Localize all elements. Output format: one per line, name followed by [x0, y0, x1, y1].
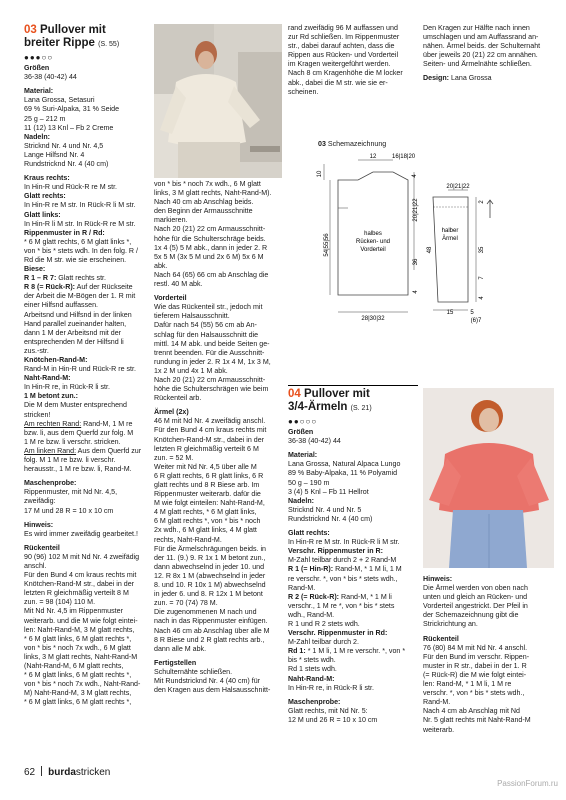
dim-10: 10 [317, 170, 323, 178]
dim-5: 5 [470, 310, 474, 316]
photo-model-red-sweater [423, 388, 554, 568]
knit-direction-arrow [487, 200, 493, 218]
schema-heading: 03 Schemazeichnung [318, 140, 387, 148]
sleeve-outline [433, 197, 468, 302]
column-5: Hinweis: Die Ärmel werden von oben nach unten und gleich an Rücken- und Vorderteil angestrickt. Der Pfeil in der Schemazeichnung gibt die Strickrichtung an. Rückenteil 76 (80) 84 M mit Nd Nr. 4 anschl. Für den Bund im verschr. Rippen- muster in R str., dabei in der 1. R (= Rück-R) die M wie folgt eintei- len: Rand-M, * 1 M li, 1 M re verschr. *, von * bis * stets wdh., Rand-M. Nach 4 cm ab Anschlag mit Nd Nr. 5 glatt rechts mit Naht-Rand-M weiterarb. [423, 575, 531, 734]
dim-16: 16|18|20 [392, 154, 416, 160]
divider [288, 385, 418, 386]
dim-36: 36 [413, 258, 419, 266]
dim-28: 28|30|32 [361, 316, 385, 322]
body-label-2: Rücken- und [355, 239, 391, 245]
column-2: von * bis * noch 7x wdh., 6 M glatt links, 3 M glatt rechts, Naht-Rand-M). Nach 40 cm ab Anschlag beids. den Beginn der Armausschnitte markieren. Nach 20 (21) 22 cm Armausschnitt- höhe für die Schulterschräge beids. 1x 4 (5) 5 M abk., dann in jeder 2. R 5x 5 M (3x 5 M und 2x 6 M) 5x 6 M abk. Nach 64 (65) 66 cm ab Anschlag die restl. 40 M abk. Vorderteil Wie das Rückenteil str., jedoch mit tieferem Halsausschnitt. Dafür nach 54 (55) 56 cm ab An- schlag für den Halsausschnitt die mittl. 14 M abk. und beide Seiten ge- trennt beenden. Für die Ausschnitt- rundung in jeder 2. R 1x 4 M, 1x 3 M, 1x 2 M und 4x 1 M abk. Nach 20 (21) 22 cm Armausschnitt- höhe die Schulterschrägen wie beim Rückenteil arb. Ärmel (2x) 46 M mit Nd Nr. 4 zweifädig anschl. Für den Bund 4 cm kraus rechts mit Knötchen-Rand-M str., dabei in der letzten R gleichmäßig verteilt 6 M zun. = 52 M. Weiter mit Nd Nr. 4,5 über alle M 6 R glatt rechts, 6 R glatt links, 6 R glatt rechts und 8 R Biese arb. Im Rippenmuster weiterarb. dafür die M wie folgt einteilen: Naht-Rand-M, 4 M glatt rechts, * 6 M glatt links, 6 M glatt rechts *, von * bis * noch 2x wdh., 6 M glatt links, 4 M glatt rechts, Naht-Rand-M. Für die Ärmelschrägungen beids. in der 11. (9.) 9. R 1x 1 M betont zun., dann abwechselnd in jeder 10. und 12. R 8x 1 M (abwechselnd in jeder 8. und 10. R 10x 1 M) abwechselnd in jeder 6. und 8. R 12x 1 M betont zun. = 70 (74) 78 M. Die zugenommenen M nach und nach in das Rippenmuster einfügen. Nach 46 cm ab Anschlag über alle M 8 R Biese und 2 R glatt rechts arb., dann alle M abk. Fertigstellen Schulternähte schließen. Mit Rundstricknd Nr. 4 (40 cm) für den Kragen aus dem Halsausschnitt- [154, 180, 272, 695]
dim-4b: 4 [413, 290, 419, 294]
brand-name: burda [48, 767, 76, 778]
photo-pattern-04 [423, 388, 554, 568]
photo-model-cream-sweater [154, 24, 282, 178]
difficulty-dots: ●●●○○ [24, 53, 54, 62]
column-4: Den Kragen zur Hälfte nach innen umschlagen und am Auffassrand an- nähen. Ärmel beids. der Schulternaht über jeweils 20 (21) 22 cm annähen. Seiten- und Ärmelnähte schließen. Design: Lana Grossa [423, 24, 541, 83]
photo-pattern-03 [154, 24, 282, 178]
pattern-number: 03 [24, 24, 37, 36]
watermark: PassionForum.ru [497, 779, 558, 788]
schematic-drawing [318, 150, 518, 328]
column-3: rand zweifädig 96 M auffassen und zur Rd schließen. Im Rippenmuster str., dabei darauf achten, dass die Rippen aus Rücken- und Vorderteil im Kragen weitergeführt werden. Nach 8 cm Kragenhöhe die M locker abk., dabei die M str. wie sie er- scheinen. [288, 24, 403, 96]
dim-20s: 20|21|22 [446, 184, 470, 190]
pattern-04-column: 04 Pullover mit 3/4-Ärmeln (S. 21) ●●○○○ Größen 36-38 (40-42) 44 Material: Lana Grossa, Natural Alpaca Lungo 89 % Baby-Alpaka, 11 % Polyamid 50 g – 190 m 3 (4) 5 Knl – Fb 11 Hellrot Nadeln: Stricknd Nr. 4 und Nr. 5 Rundstricknd Nr. 4 (40 cm) Glatt rechts: In Hin-R re M str. In Rück-R li M str. Verschr. Rippenmuster in R: M-Zahl teilbar durch 2 + 2 Rand-M R 1 (= Hin-R): Rand-M, * 1 M li, 1 M re verschr. *, von * bis * stets wdh., Rand-M. R 2 (= Rück-R): Rand-M, * 1 M li verschr., 1 M re *, von * bis * stets wdh., Rand-M. R 1 und R 2 stets wdh. Verschr. Rippenmuster in Rd: M-Zahl teilbar durch 2. Rd 1: * 1 M li, 1 M re verschr. *, von * bis * stets wdh. Rd 1 stets wdh. Naht-Rand-M: In Hin-R re, in Rück-R li str. Maschenprobe: Glatt rechts, mit Nd Nr. 5: 12 M und 26 R = 10 x 10 cm [288, 388, 418, 725]
dim-15: 15 [446, 310, 454, 316]
brand-sub: stricken [75, 767, 111, 778]
column-1: 03 Pullover mit breiter Rippe (S. 55) ●●●○○ Größen 36-38 (40-42) 44 Material: Lana Grossa, Setasuri 69 % Suri-Alpaka, 31 % Seide 25 g – 212 m 11 (12) 13 Knl – Fb 2 Creme Nadeln: Stricknd Nr. 4 und Nr. 4,5 Lange Hilfsnd Nr. 4 Rundstricknd Nr. 4 (40 cm) Kraus rechts: In Hin-R und Rück-R re M str. Glatt rechts: In Hin-R re M str. In Rück-R li M str. Glatt links: In Hin-R li M str. In Rück-R re M str. Rippenmuster in R / Rd: * 6 M glatt rechts, 6 M glatt links *, von * bis * stets wdh. In den folg. R / Rd die M str. wie sie erscheinen. Biese: R 1 – R 7: Glatt rechts str. R 8 (= Rück-R): Auf der Rückseite der Arbeit die M-Bögen der 1. R mit einer Hilfsnd auffassen. Arbeitsnd und Hilfsnd in der linken Hand parallel zueinander halten, dann 1 M der Arbeitsnd mit der entsprechenden M der Hilfsnd li zus.-str. Knötchen-Rand-M: Rand-M in Hin-R und Rück-R re str. Naht-Rand-M: In Hin-R re, in Rück-R li str. 1 M betont zun.: Die M dem Muster entsprechend stricken! Am rechten Rand: Rand-M, 1 M re bzw. li, aus dem Querfd zur folg. M 1 M re bzw. li verschr. stricken. Am linken Rand: Aus dem Querfd zur folg. M 1 M re bzw. li verschr. herausstr., 1 M re bzw. li, Rand-M. Maschenprobe: Rippenmuster, mit Nd Nr. 4,5, zweifädig: 17 M und 28 R = 10 x 10 cm Hinweis: Es wird immer zweifädig gearbeitet.! Rückenteil 90 (96) 102 M mit Nd Nr. 4 zweifädig anschl. Für den Bund 4 cm kraus rechts mit Knötchen-Rand-M str., dabei in der letzten R gleichmäßig verteilt 8 M zun. = 98 (104) 110 M. Mit Nd Nr. 4,5 im Rippenmuster weiterarb. und die M wie folgt eintei- len: Naht-Rand-M, 3 M glatt rechts, * 6 M glatt links, 6 M glatt rechts *, von * bis * noch 7x wdh., 6 M glatt links, 3 M glatt rechts, Naht-Rand-M (Naht-Rand-M, 6 M glatt rechts, * 6 M glatt links, 6 M glatt rechts *, von * bis * noch 7x wdh., Naht-Rand- M) Naht-Rand-M, 3 M glatt rechts, * 6 M glatt links, 6 M glatt rechts *, [24, 24, 152, 707]
dim-67: (6)7 [470, 318, 482, 324]
dim-4c: 4 [479, 296, 485, 300]
dim-2022: 20|21|22 [413, 198, 419, 222]
sleeve-label-1: halber [441, 228, 459, 234]
difficulty-dots-04: ●●○○○ [288, 417, 318, 426]
dim-48: 48 [427, 246, 433, 254]
dim-2: 2 [479, 200, 485, 204]
dim-4a: 4 [412, 174, 418, 178]
footer [24, 766, 110, 778]
page-number: 62 [24, 767, 36, 778]
body-label-3: Vorderteil [360, 247, 386, 253]
pattern-03-title: 03 Pullover mit breiter Rippe (S. 55) [24, 24, 120, 49]
body-label-1: halbes [364, 231, 382, 237]
dim-7: 7 [479, 276, 485, 280]
dim-5456: 54|55|56 [324, 233, 330, 257]
dim-35: 35 [479, 246, 485, 254]
sleeve-label-2: Ärmel [442, 236, 458, 242]
pattern-04-title: 04 Pullover mit 3/4-Ärmeln (S. 21) [288, 388, 372, 413]
dim-12: 12 [369, 154, 377, 160]
